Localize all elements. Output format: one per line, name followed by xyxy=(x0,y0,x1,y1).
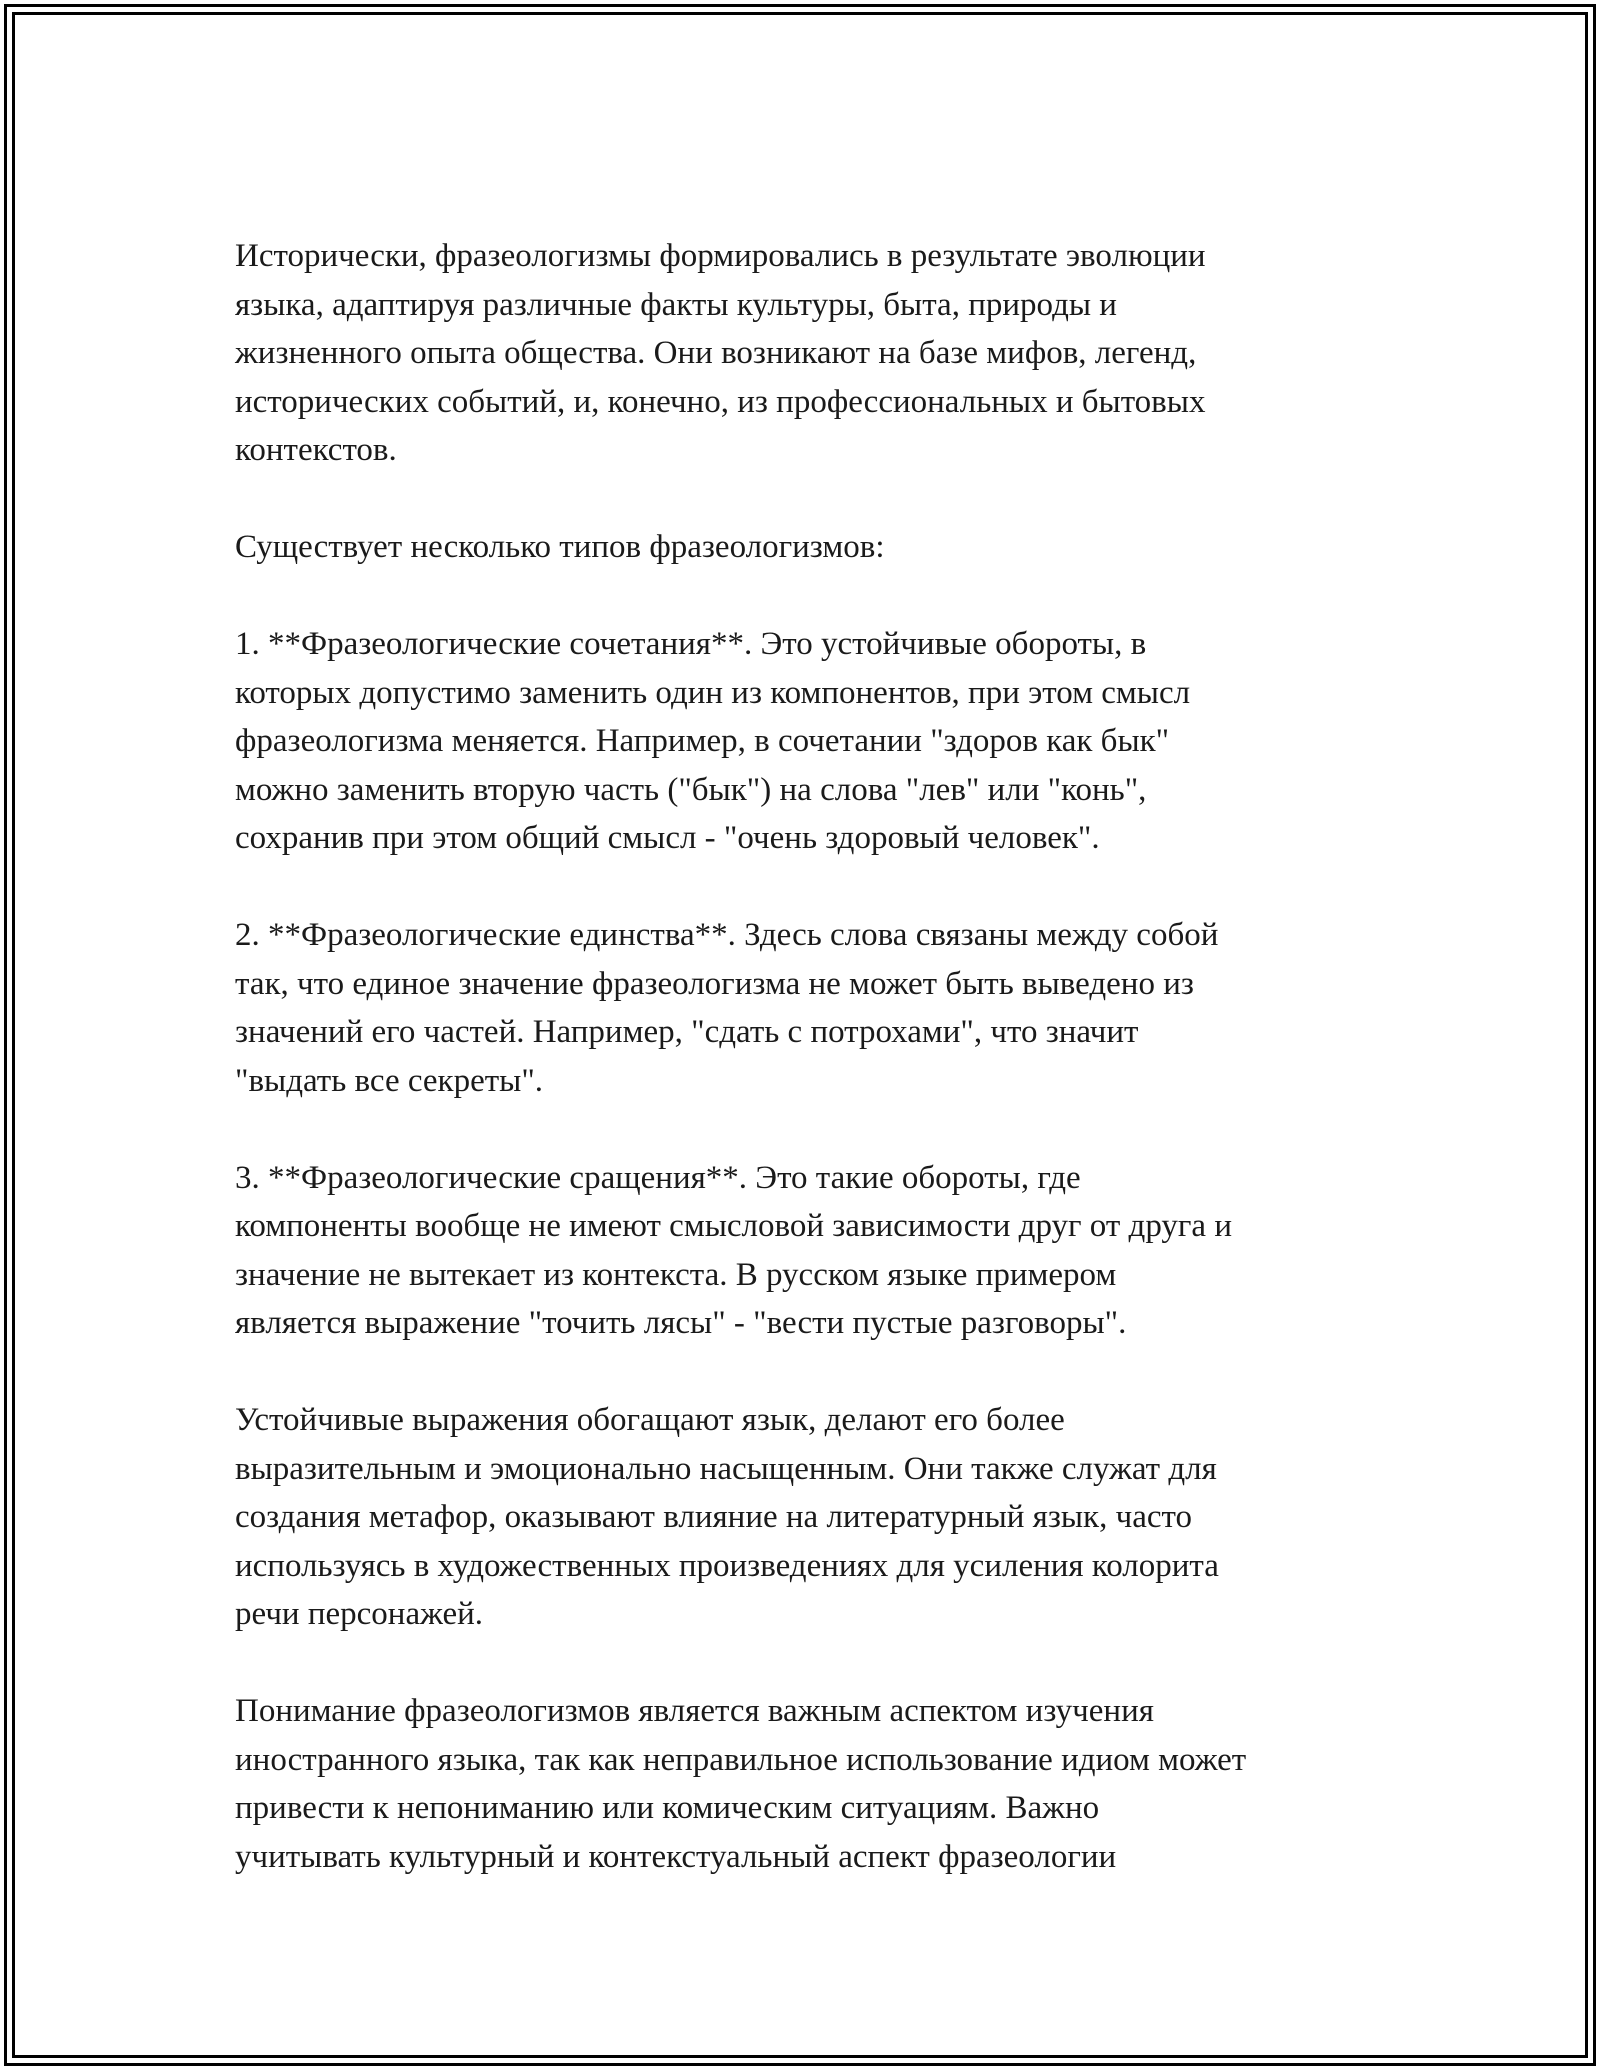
text-line: Существует несколько типов фразеологизмов: xyxy=(235,529,885,565)
text-line: является выражение "точить лясы" - "вести пустые разговоры". xyxy=(235,1305,1127,1341)
text-line: компоненты вообще не имеют смысловой зависимости друг от друга и xyxy=(235,1208,1232,1244)
text-line: контекстов. xyxy=(235,432,397,468)
text-line: учитывать культурный и контекстуальный аспект фразеологии xyxy=(235,1838,1117,1875)
text-line: 3. **Фразеологические сращения**. Это такие обороты, где xyxy=(235,1159,1081,1196)
text-line: используясь в художественных произведениях для усиления колорита xyxy=(235,1547,1219,1584)
paragraph-types-intro xyxy=(235,523,1385,572)
text-line: речи персонажей. xyxy=(235,1596,484,1632)
text-line: сохранив при этом общий смысл - "очень здоровый человек". xyxy=(235,820,1100,856)
text-line: иностранного языка, так как неправильное использование идиом может xyxy=(235,1741,1247,1778)
text-line: значение не вытекает из контекста. В русском языке примером xyxy=(235,1256,1117,1293)
list-item-fusions xyxy=(235,1154,1385,1348)
text-line: которых допустимо заменить один из компонентов, при этом смысл xyxy=(235,674,1191,711)
text-line: Устойчивые выражения обогащают язык, делают его более xyxy=(235,1402,1065,1438)
text-line: фразеологизма меняется. Например, в сочетании "здоров как бык" xyxy=(235,723,1170,759)
text-line: Понимание фразеологизмов является важным аспектом изучения xyxy=(235,1693,1154,1729)
text-line: 2. **Фразеологические единства**. Здесь слова связаны между собой xyxy=(235,917,1219,953)
text-line: Исторически, фразеологизмы формировались в результате эволюции xyxy=(235,238,1206,274)
text-line: привести к непониманию или комическим ситуациям. Важно xyxy=(235,1790,1100,1826)
paragraph-understanding xyxy=(235,1687,1385,1881)
list-item-combinations xyxy=(235,620,1385,863)
document-body xyxy=(235,232,1385,1930)
paragraph-enrichment xyxy=(235,1396,1385,1639)
text-line: языка, адаптируя различные факты культуры, быта, природы и xyxy=(235,286,1117,323)
text-line: выразительным и эмоционально насыщенным. Они также служат для xyxy=(235,1450,1217,1487)
text-line: 1. **Фразеологические сочетания**. Это устойчивые обороты, в xyxy=(235,626,1147,662)
list-item-unities xyxy=(235,911,1385,1105)
text-line: можно заменить вторую часть ("бык") на слова "лев" или "конь", xyxy=(235,771,1147,808)
text-line: создания метафор, оказывают влияние на литературный язык, часто xyxy=(235,1499,1192,1535)
text-line: так, что единое значение фразеологизма не может быть выведено из xyxy=(235,965,1194,1002)
text-line: жизненного опыта общества. Они возникают на базе мифов, легенд, xyxy=(235,335,1197,371)
text-line: значений его частей. Например, "сдать с потрохами", что значит xyxy=(235,1014,1139,1050)
text-line: "выдать все секреты". xyxy=(235,1062,544,1099)
paragraph-history xyxy=(235,232,1385,475)
text-line: исторических событий, и, конечно, из профессиональных и бытовых xyxy=(235,383,1206,420)
